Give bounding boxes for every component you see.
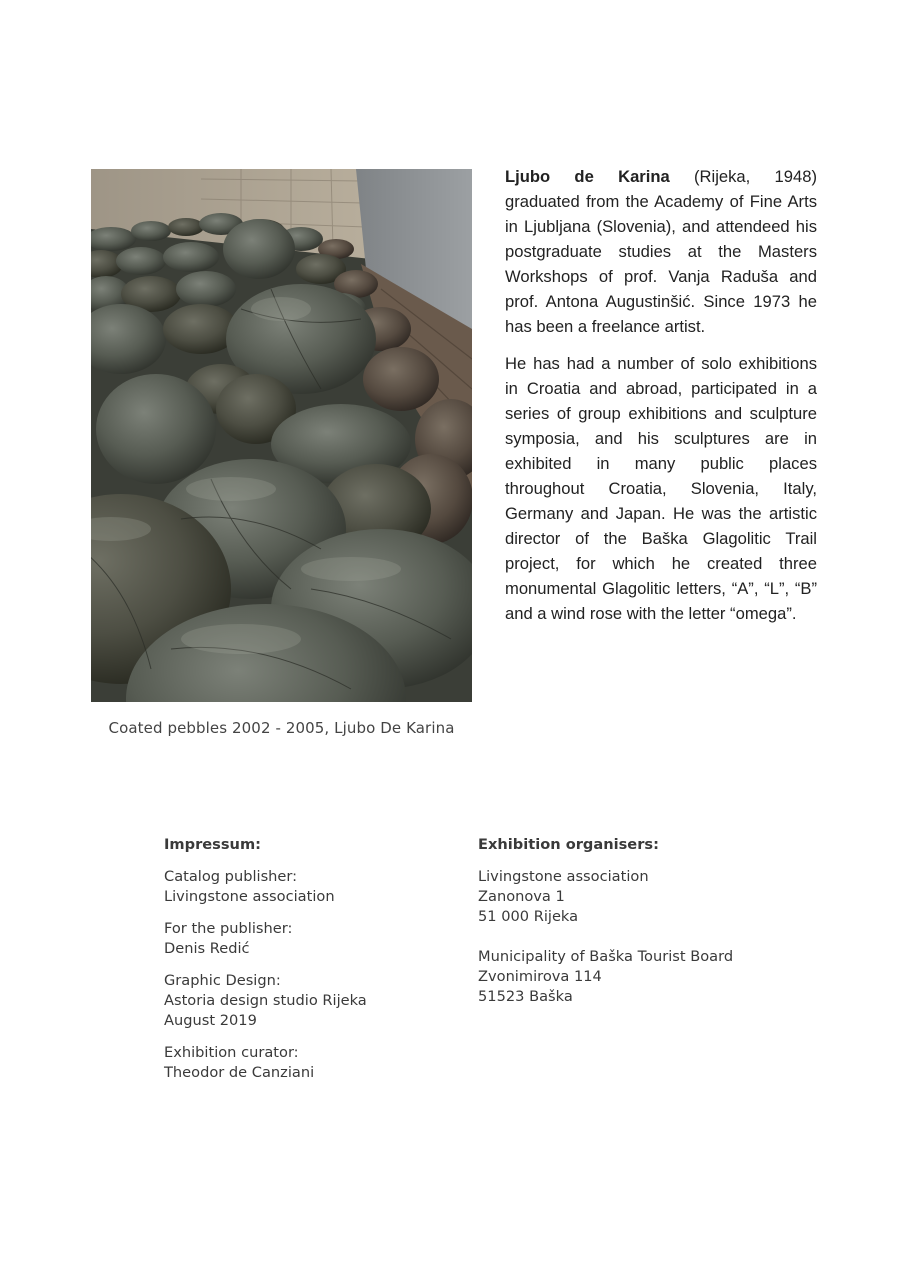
artwork-photo bbox=[91, 169, 472, 702]
artist-name: Ljubo de Karina bbox=[505, 167, 670, 186]
organiser-line: 51 000 Rijeka bbox=[478, 908, 579, 925]
pebbles-image bbox=[91, 169, 472, 702]
impressum-section bbox=[164, 835, 454, 1095]
bio-paragraph-1 bbox=[505, 164, 817, 339]
impressum-entry bbox=[164, 867, 454, 907]
impressum-entry bbox=[164, 919, 454, 959]
organiser-line: Livingstone association bbox=[478, 868, 649, 885]
impressum-label: Exhibition curator: bbox=[164, 1044, 299, 1061]
impressum-label: Catalog publisher: bbox=[164, 868, 298, 885]
impressum-label: For the publisher: bbox=[164, 920, 293, 937]
bio-paragraph-2: He has had a number of solo exhibitions in Croatia and abroad, participated in a series of group exhibitions and sculpture symposia, and his sculptures are in exhibited in many public places throughout Croatia, Slovenia, Italy, Germany and Japan. He was the artistic director of the Baška Glagolitic Trail project, for which he created three monumental Glagolitic letters, “A”, “L”, “B” and a wind rose with the letter “omega”. bbox=[505, 354, 817, 623]
organisers-heading: Exhibition organisers: bbox=[478, 836, 659, 853]
organiser-line: Zanonova 1 bbox=[478, 888, 565, 905]
impressum-value: Livingstone association bbox=[164, 888, 335, 905]
impressum-label: Graphic Design: bbox=[164, 972, 281, 989]
bio-paragraph-1-text: (Rijeka, 1948) graduated from the Academy of Fine Arts in Ljubljana (Slovenia), and attendeed his postgraduate studies at the Masters Workshops of prof. Vanja Raduša and prof. Antona Augustinšić. Since 1973 he has been a freelance artist. bbox=[505, 167, 817, 336]
artist-biography bbox=[505, 164, 817, 638]
impressum-value: Astoria design studio Rijeka bbox=[164, 992, 367, 1009]
photo-caption: Coated pebbles 2002 - 2005, Ljubo De Karina bbox=[108, 719, 455, 737]
impressum-entry bbox=[164, 971, 454, 1031]
impressum-entry bbox=[164, 1043, 454, 1083]
organiser-line: Municipality of Baška Tourist Board bbox=[478, 948, 734, 965]
impressum-value: August 2019 bbox=[164, 1012, 257, 1029]
impressum-value: Theodor de Canziani bbox=[164, 1064, 315, 1081]
organiser-line: Zvonimirova 114 bbox=[478, 968, 602, 985]
organiser-address bbox=[478, 947, 808, 1007]
impressum-heading: Impressum: bbox=[164, 836, 261, 853]
organiser-line: 51523 Baška bbox=[478, 988, 573, 1005]
impressum-value: Denis Redić bbox=[164, 940, 250, 957]
organisers-section bbox=[478, 835, 808, 1027]
organiser-address bbox=[478, 867, 808, 927]
